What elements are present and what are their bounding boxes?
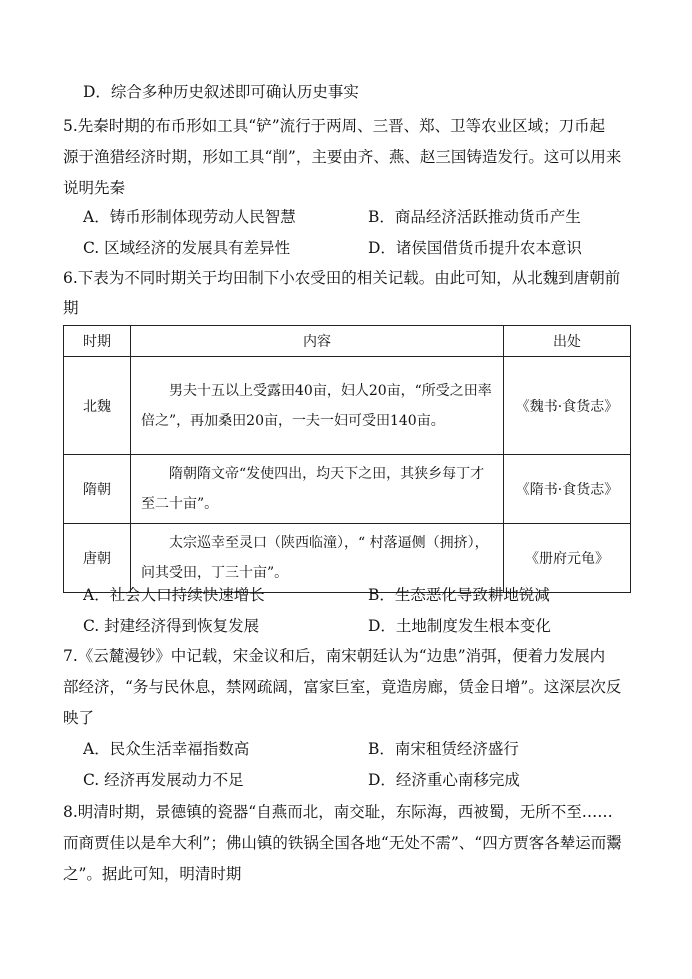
- q6-option-d: D．土地制度发生根本变化: [368, 617, 551, 635]
- q5-option-c: C. 区域经济的发展具有差异性: [83, 239, 291, 257]
- q6-stem-line-2: 期: [63, 299, 79, 317]
- land-records-table: [63, 325, 631, 593]
- row-content-text: 太宗巡幸至灵口（陕西临潼），“ 村落逼侧（拥挤），问其受田，丁三十亩”。: [141, 535, 489, 581]
- row-content-text: 男夫十五以上受露田40亩，妇人20亩，“所受之田率倍之”，再加桑田20亩，一夫一妇可受田140亩。: [141, 382, 492, 429]
- q5-stem-line-1: 5.先秦时期的布币形如工具“铲”流行于两周、三晋、郑、卫等农业区域；刀币起: [63, 117, 606, 135]
- table-row: [64, 357, 631, 455]
- q6-option-a: A．社会人口持续快速增长: [83, 586, 265, 604]
- header-period: 时期: [64, 326, 131, 357]
- row-content: [131, 357, 504, 455]
- q5-stem-line-3: 说明先秦: [63, 179, 126, 197]
- row-content-text: 隋朝隋文帝“发使四出，均天下之田，其狭乡每丁才至二十亩”。: [141, 466, 485, 512]
- row-source: 《魏书·食货志》: [504, 357, 631, 455]
- q7-stem-line-1: 7.《云麓漫钞》中记载，宋金议和后，南宋朝廷认为“边患”消弭，便着力发展内: [63, 647, 606, 665]
- q8-stem-line-2: 而商贾佳以是牟大利”；佛山镇的铁锅全国各地“无处不需”、“四方贾客各辇运而鬻: [63, 834, 622, 852]
- q8-stem-line-3: 之”。据此可知，明清时期: [63, 865, 242, 883]
- q7-option-c: C. 经济再发展动力不足: [83, 771, 244, 789]
- table-row: [64, 524, 631, 593]
- q7-option-d: D．经济重心南移完成: [368, 771, 520, 789]
- q6-option-b: B．生态恶化导致耕地锐减: [368, 586, 550, 604]
- q8-stem-line-1: 8.明清时期，景德镇的瓷器“自燕而北，南交耻，东际海，西被蜀，无所不至……: [63, 803, 613, 821]
- row-source: 《隋书·食货志》: [504, 455, 631, 524]
- q6-stem-line-1: 6.下表为不同时期关于均田制下小农受田的相关记载。由此可知，从北魏到唐朝前: [63, 269, 621, 287]
- table-row: [64, 455, 631, 524]
- row-content: [131, 524, 504, 593]
- q4-option-d: D．综合多种历史叙述即可确认历史事实: [83, 83, 359, 101]
- q7-stem-line-3: 映了: [63, 709, 95, 727]
- header-content: 内容: [131, 326, 504, 357]
- row-period: 北魏: [64, 357, 131, 455]
- table-header-row: [64, 326, 631, 357]
- row-period: 唐朝: [64, 524, 131, 593]
- q5-stem-line-2: 源于渔猎经济时期，形如工具“削”，主要由齐、燕、赵三国铸造发行。这可以用来: [63, 148, 622, 166]
- q5-option-b: B．商品经济活跃推动货币产生: [368, 208, 581, 226]
- q5-option-d: D．诸侯国借货币提升农本意识: [368, 239, 582, 257]
- row-source: 《册府元龟》: [504, 524, 631, 593]
- q7-stem-line-2: 部经济，“务与民休息，禁网疏阔，富家巨室，竟造房廊，赁金日增”。这深层次反: [63, 678, 622, 696]
- q7-option-a: A．民众生活幸福指数高: [83, 740, 250, 758]
- q5-option-a: A．铸币形制体现劳动人民智慧: [83, 208, 296, 226]
- q6-option-c: C. 封建经济得到恢复发展: [83, 617, 260, 635]
- q7-option-b: B．南宋租赁经济盛行: [368, 740, 519, 758]
- row-content: [131, 455, 504, 524]
- header-source: 出处: [504, 326, 631, 357]
- row-period: 隋朝: [64, 455, 131, 524]
